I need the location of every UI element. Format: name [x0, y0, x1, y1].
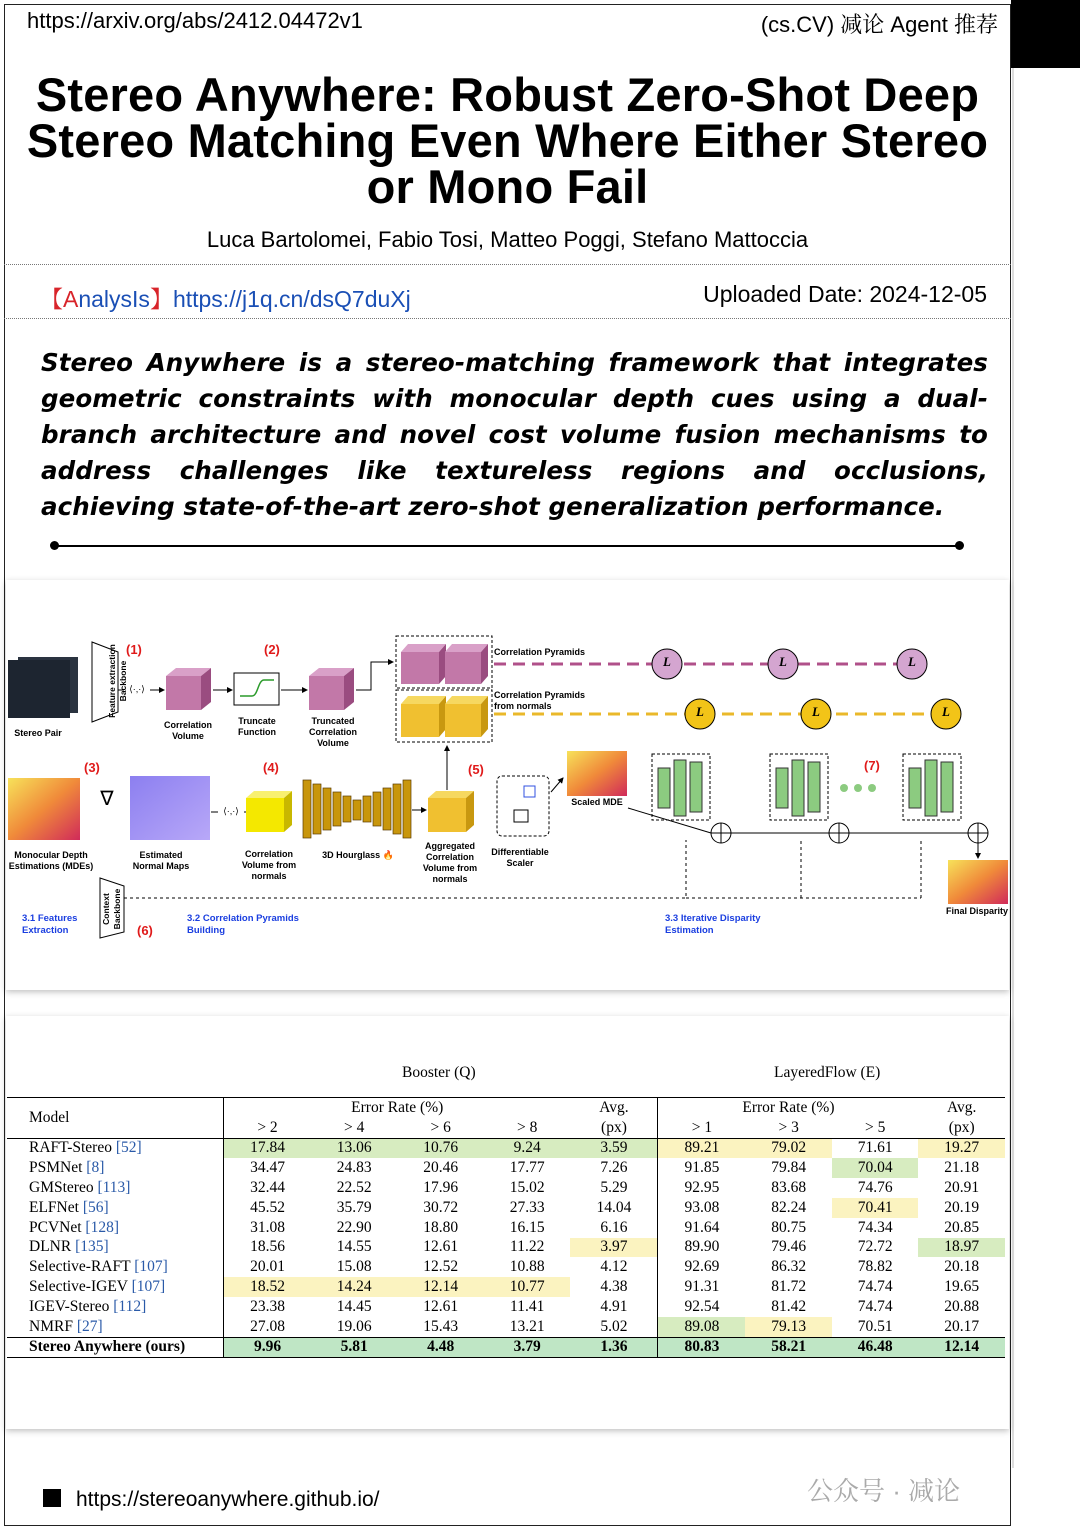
table-cell: 12.14 [918, 1337, 1005, 1358]
backbone-label: Feature extraction Backbone [107, 644, 128, 718]
edge [551, 778, 563, 792]
stereo-image-front [8, 660, 70, 718]
table-cell: 13.06 [311, 1138, 397, 1158]
table-row [7, 1337, 1005, 1358]
table-cell: 12.52 [423, 1258, 459, 1276]
table-cell: 4.12 [600, 1258, 628, 1276]
table-row [7, 1238, 1005, 1258]
table-cell: 83.68 [771, 1179, 807, 1197]
table-cell: 91.85 [658, 1158, 746, 1178]
final-label: Final Disparity [946, 906, 1009, 916]
table-cell: 93.08 [658, 1198, 746, 1218]
step-5: (5) [468, 762, 484, 777]
corr-norm-label: Correlation Volume from normals [241, 849, 297, 881]
normals-volume-cube [246, 791, 292, 832]
rule-dot-right [955, 541, 964, 550]
table-cell: 10.88 [509, 1258, 545, 1276]
citation-ref[interactable]: [128] [85, 1218, 119, 1236]
table-cell: 3.79 [484, 1337, 570, 1358]
table-cell: 14.45 [336, 1297, 372, 1315]
table-cell: 20.19 [944, 1198, 980, 1216]
table-cell: 9.96 [224, 1337, 312, 1358]
table-cell: 17.77 [509, 1159, 545, 1177]
upload-date: Uploaded Date: 2024-12-05 [703, 281, 987, 307]
bracket-open: 【 [40, 286, 63, 312]
analysis-link[interactable] [40, 281, 411, 314]
table-cell: 70.04 [832, 1158, 918, 1178]
err-header-1: Error Rate (%) [351, 1098, 444, 1116]
model-label: NMRF [29, 1317, 77, 1335]
table-cell: 79.02 [745, 1138, 831, 1158]
scaled-mde-label: Scaled MDE [571, 797, 623, 807]
citation-ref[interactable]: [113] [97, 1179, 131, 1197]
step-4: (4) [263, 760, 279, 775]
step-1: (1) [126, 642, 142, 657]
summary-text: Stereo Anywhere is a stereo-matching framework that integrates geometric constraints with monocular depth cues using a dual-branch architecture and novel cost volume fusion mechanisms to address challenges like textureless regions and occlusions, achieving state-of-the-art zero-shot generalization performance. [41, 348, 988, 521]
col-gt1: > 1 [658, 1118, 746, 1138]
corr-pyramid-cubes [401, 644, 488, 684]
citation-ref[interactable]: [56] [82, 1198, 109, 1216]
avg-header-1: Avg. [599, 1098, 629, 1116]
table-row [7, 1277, 1005, 1297]
model-name [7, 1277, 224, 1297]
table-cell: 20.01 [250, 1258, 285, 1276]
table-cell: 3.59 [570, 1138, 658, 1158]
col-gt4: > 4 [344, 1118, 365, 1136]
citation-ref[interactable]: [27] [76, 1317, 103, 1335]
table-row [7, 1138, 1005, 1158]
citation-ref[interactable]: [52] [115, 1139, 142, 1157]
table-cell: 58.21 [745, 1337, 831, 1358]
table-cell: 18.56 [250, 1238, 285, 1256]
table-cell: 91.31 [658, 1277, 746, 1297]
scaler-cube [524, 786, 535, 797]
title-line-2: Stereo Matching Even Where Either Stereo [26, 114, 989, 167]
citation-ref[interactable]: [107] [131, 1278, 166, 1296]
paper-title [10, 68, 1005, 213]
table-cell: 5.81 [311, 1337, 397, 1358]
table-row [7, 1218, 1005, 1238]
table-cell: 19.65 [944, 1278, 980, 1296]
table-cell: 89.21 [658, 1138, 746, 1158]
table-cell: 70.51 [857, 1317, 893, 1335]
corr-pyr-label: Correlation Pyramids [494, 647, 586, 657]
authors: Luca Bartolomei, Fabio Tosi, Matteo Poggi, Stefano Mattoccia [206, 227, 809, 252]
model-label: Selective-RAFT [29, 1258, 135, 1276]
gradient-symbol: ∇ [100, 788, 114, 810]
table-cell: 70.41 [832, 1198, 918, 1218]
table-cell: 18.80 [423, 1218, 459, 1236]
table-cell: 91.64 [658, 1218, 746, 1238]
table-cell: 89.90 [658, 1238, 746, 1258]
category-label: (cs.CV) 减论 Agent 推荐 [760, 12, 998, 37]
err-header-2: Error Rate (%) [658, 1098, 918, 1118]
right-divider [1012, 68, 1014, 1468]
results-table [7, 1097, 1005, 1358]
lookup-L-5: L [812, 704, 820, 719]
table-cell: 27.33 [509, 1198, 545, 1216]
col-px-1: (px) [601, 1118, 627, 1136]
model-name [7, 1218, 224, 1238]
table-cell: 5.29 [600, 1179, 628, 1197]
context-label: Context Backbone [101, 888, 122, 930]
stereo-pair-label: Stereo Pair [14, 728, 62, 738]
lookup-L-1: L [663, 654, 671, 669]
model-label: GMStereo [29, 1179, 98, 1197]
step-3: (3) [84, 760, 100, 775]
table-cell: 20.91 [944, 1179, 980, 1197]
table-cell: 18.52 [224, 1277, 312, 1297]
hourglass-blocks [303, 780, 411, 838]
table-cell: 4.48 [397, 1337, 483, 1358]
table-cell: 23.38 [250, 1297, 285, 1315]
col-gt5: > 5 [864, 1118, 886, 1136]
col-gt2: > 2 [257, 1118, 278, 1136]
table-row [7, 1178, 1005, 1198]
table-cell: 7.26 [600, 1159, 628, 1177]
table-cell: 81.42 [771, 1297, 807, 1315]
table-cell: 15.08 [336, 1258, 372, 1276]
agg-label: Aggregated Correlation Volume from normals [422, 841, 478, 884]
table-cell: 19.06 [336, 1317, 372, 1335]
table-cell: 12.14 [397, 1277, 483, 1297]
mde-label: Monocular Depth Estimations (MDEs) [8, 850, 94, 871]
step-6: (6) [137, 923, 153, 938]
table-cell: 32.44 [250, 1179, 285, 1197]
divider-bottom [4, 318, 1011, 319]
table-cell: 34.47 [250, 1159, 285, 1177]
table-cell: 10.76 [397, 1138, 483, 1158]
table-cell: 22.90 [336, 1218, 372, 1236]
col-gt3: > 3 [778, 1118, 799, 1136]
table-cell: 45.52 [250, 1198, 285, 1216]
table-cell: 89.08 [658, 1317, 746, 1337]
model-name [7, 1198, 224, 1218]
table-cell: 20.88 [944, 1297, 980, 1315]
title-line-1: Stereo Anywhere: Robust Zero-Shot Deep [35, 68, 980, 121]
table-cell: 15.43 [423, 1317, 459, 1335]
model-name [7, 1138, 224, 1158]
dot-product-2: ⟨·,·⟩ [223, 806, 239, 816]
trunc-corr-label: Truncated Correlation Volume [308, 716, 357, 748]
table-cell: 11.22 [510, 1238, 545, 1256]
dot-product-1: ⟨·,·⟩ [129, 684, 145, 694]
table-cell: 21.18 [944, 1159, 980, 1177]
citation-ref[interactable]: [8] [86, 1159, 105, 1177]
table-cell: 3.97 [570, 1238, 658, 1258]
table-cell: 14.04 [596, 1198, 632, 1216]
analysis-rest: nalysIs [78, 286, 150, 312]
trunc-fn-label: Truncate Function [238, 716, 276, 737]
title-line-3: or Mono Fail [366, 160, 649, 213]
table-cell: 35.79 [336, 1198, 372, 1216]
architecture-figure [6, 580, 1009, 990]
update-block-1 [652, 754, 710, 820]
project-url[interactable]: https://stereoanywhere.github.io/ [76, 1488, 380, 1511]
group-layeredflow: LayeredFlow (E) [774, 1064, 881, 1081]
step-2: (2) [264, 642, 280, 657]
model-label: DLNR [29, 1238, 76, 1256]
col-px-2: (px) [948, 1118, 975, 1136]
model-label: PSMNet [29, 1159, 87, 1177]
group-booster: Booster (Q) [402, 1064, 476, 1081]
avg-header-2: Avg. [947, 1098, 977, 1116]
model-name [7, 1158, 224, 1178]
table-cell: 86.32 [771, 1258, 807, 1276]
truncated-volume-cube [309, 668, 354, 710]
model-label: PCVNet [29, 1218, 86, 1236]
model-name [7, 1337, 224, 1358]
table-cell: 92.95 [658, 1178, 746, 1198]
analysis-url[interactable]: https://j1q.cn/dsQ7duXj [172, 286, 411, 312]
table-cell: 9.24 [484, 1138, 570, 1158]
model-label: RAFT-Stereo [29, 1139, 116, 1157]
citation-ref[interactable]: [112] [113, 1297, 147, 1315]
diagram-svg [6, 580, 1009, 990]
scaler-box [497, 776, 549, 836]
table-cell: 4.38 [600, 1278, 628, 1296]
model-name [7, 1317, 224, 1337]
mde-image [8, 778, 80, 840]
table-cell: 12.61 [423, 1297, 459, 1315]
lookup-L-2: L [779, 654, 787, 669]
table-cell: 78.82 [857, 1258, 893, 1276]
section-33: 3.3 Iterative Disparity Estimation [665, 913, 761, 936]
table-cell: 92.54 [658, 1297, 746, 1317]
table-cell: 71.61 [857, 1139, 893, 1157]
model-label: IGEV-Stereo [29, 1297, 114, 1315]
divider-top [4, 264, 1011, 265]
table-cell: 74.74 [857, 1297, 893, 1315]
ellipsis-dots [840, 784, 876, 792]
normal-map-image [130, 776, 210, 840]
table-cell: 10.77 [484, 1277, 570, 1297]
table-cell: 24.83 [336, 1159, 372, 1177]
update-block-2 [770, 754, 828, 820]
table-cell: 74.34 [857, 1218, 893, 1236]
table-cell: 80.75 [771, 1218, 807, 1236]
model-name [7, 1238, 224, 1258]
section-31: 3.1 Features Extraction [22, 913, 78, 936]
bracket-close: 】 [149, 286, 173, 312]
table-row [7, 1317, 1005, 1337]
table-cell: 81.72 [771, 1278, 807, 1296]
citation-ref[interactable]: [107] [134, 1258, 168, 1276]
analysis-a: A [63, 286, 79, 312]
watermark: 公众号 · 减论 [807, 1476, 961, 1506]
correlation-volume-cube [166, 668, 211, 710]
table-cell: 31.08 [250, 1218, 285, 1236]
scaled-mde-image [567, 751, 627, 796]
truncate-function-box [234, 673, 279, 705]
lookup-L-6: L [942, 704, 950, 719]
scaler-label: Differentiable Scaler [491, 847, 549, 868]
update-block-3 [903, 754, 961, 820]
table-row [7, 1257, 1005, 1277]
corr-pyr-norm-label: Correlation Pyramids from normals [494, 690, 586, 711]
table-cell: 4.91 [600, 1297, 628, 1315]
section-32: 3.2 Correlation Pyramids Building [187, 913, 299, 936]
table-cell: 79.13 [745, 1317, 831, 1337]
hourglass-label: 3D Hourglass 🔥 [322, 850, 394, 860]
col-gt6: > 6 [430, 1118, 451, 1136]
table-cell: 46.48 [832, 1337, 918, 1358]
table-cell: 20.18 [944, 1258, 980, 1276]
lookup-L-4: L [696, 704, 704, 719]
table-cell: 17.96 [423, 1179, 459, 1197]
table-cell: 6.16 [600, 1218, 628, 1236]
table-row [7, 1158, 1005, 1178]
model-name [7, 1257, 224, 1277]
summary-rule [54, 545, 960, 547]
model-header: Model [7, 1098, 224, 1139]
table-cell: 30.72 [423, 1198, 459, 1216]
table-cell: 12.61 [423, 1238, 459, 1256]
table-cell: 79.46 [771, 1238, 807, 1256]
table-cell: 74.76 [857, 1179, 893, 1197]
table-row [7, 1198, 1005, 1218]
table-cell: 1.36 [570, 1337, 658, 1358]
table-cell: 18.97 [918, 1238, 1005, 1258]
lookup-L-3: L [908, 654, 916, 669]
edge [356, 662, 393, 690]
col-gt8: > 8 [517, 1118, 538, 1136]
table-cell: 80.83 [658, 1337, 746, 1358]
table-cell: 92.69 [658, 1257, 746, 1277]
footer-square [43, 1489, 61, 1507]
table-cell: 82.24 [771, 1198, 807, 1216]
scaler-card [514, 810, 528, 822]
table-cell: 17.84 [224, 1138, 312, 1158]
final-disparity-image [948, 860, 1008, 904]
aggregated-cube [428, 791, 474, 832]
step-7: (7) [864, 758, 880, 773]
table-cell: 14.55 [336, 1238, 372, 1256]
table-cell: 20.17 [944, 1317, 980, 1335]
corr-volume-label: Correlation Volume [163, 720, 212, 741]
table-cell: 5.02 [600, 1317, 628, 1335]
table-cell: 15.02 [509, 1179, 545, 1197]
table-cell: 20.85 [944, 1218, 980, 1236]
model-name [7, 1297, 224, 1317]
rule-dot-left [50, 541, 59, 550]
context-line [118, 840, 686, 898]
table-cell: 11.41 [510, 1297, 545, 1315]
model-label: Selective-IGEV [29, 1278, 132, 1296]
table-cell: 16.15 [509, 1218, 545, 1236]
table-cell: 74.74 [857, 1278, 893, 1296]
model-label: Stereo Anywhere (ours) [29, 1338, 186, 1356]
table-row [7, 1297, 1005, 1317]
arxiv-url[interactable]: https://arxiv.org/abs/2412.04472v1 [27, 8, 363, 33]
table-cell: 27.08 [250, 1317, 285, 1335]
table-cell: 19.27 [918, 1138, 1005, 1158]
table-cell: 72.72 [857, 1238, 893, 1256]
model-label: ELFNet [29, 1198, 83, 1216]
table-cell: 22.52 [336, 1179, 372, 1197]
table-cell: 13.21 [509, 1317, 545, 1335]
table-cell: 79.84 [771, 1159, 807, 1177]
corner-block [1011, 0, 1080, 68]
normals-label: Estimated Normal Maps [132, 850, 190, 871]
model-name [7, 1178, 224, 1198]
table-cell: 14.24 [311, 1277, 397, 1297]
citation-ref[interactable]: [135] [75, 1238, 109, 1256]
table-cell: 20.46 [423, 1159, 459, 1177]
corr-pyramid-normal-cubes [401, 696, 488, 737]
